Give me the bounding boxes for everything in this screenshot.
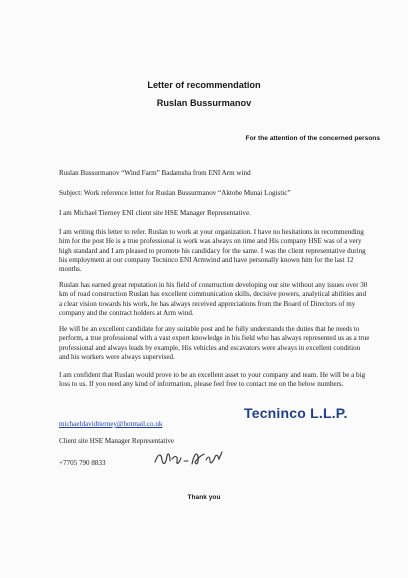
phone-number: +7705 790 8833 — [59, 459, 106, 467]
intro-line: I am Michael Tierney ENI client site HSE Manager Representative. — [59, 209, 251, 217]
closing-text: Thank you — [187, 494, 221, 501]
to-line: Ruslan Bussurmanov “Wind Farm” Badamsha from ENI Arm wind — [59, 169, 251, 177]
subject-line: Subject: Work reference letter for Ruslan Bussurmanov “Aktobe Munai Logistic” — [59, 189, 291, 197]
letter-title: Letter of recommendation — [147, 80, 261, 90]
paragraph-confidence: I am confident that Ruslan would prove to be an excellent asset to your company and team. He will be a big loss to us. If you need any kind of information, please feel free to contact me on the below numbers. — [59, 371, 366, 389]
candidate-name: Ruslan Bussurmanov — [156, 98, 252, 108]
attention-line: For the attention of the concerned persons — [245, 135, 380, 142]
email-link[interactable]: michaeldavidtierney@hotmail.co.uk — [59, 420, 163, 428]
signature-image — [152, 446, 232, 472]
signer-title: Client site HSE Manager Representative — [59, 437, 175, 445]
paragraph-candidate: He will be an excellent candidate for any suitable post and he fully understands the duties that he needs to perform, a true professional with a vast expert knowledge in his field who has always represented us as a true professional and always leads by example, His vehicles and escavators were always in excellent condition and his workers were always supervised. — [59, 325, 370, 361]
paragraph-reputation: Ruslan has earned great reputation in his field of construction developing our site without any issues over 30 km of road construction Ruslan has excellent communication skills, decisive powers, analytical abilities and a clear vision towards his work, he has always received appreciations from the Board of Directors of my company and the contract holders at Arm wind. — [59, 281, 368, 317]
paragraph-referral: I am writing this letter to refer. Ruslan to work at your organization. I have no hesitations in recommending him for the post He is a true professional is work was always on time and His company HSE was of a very high standard and I am pleased to promote his candidacy for the same. I was the client representative during his employment at our company Tecninco ENI Armwind and have personally known him for the last 12 months. — [59, 228, 366, 274]
company-stamp: Tecninco L.L.P. — [244, 405, 348, 421]
